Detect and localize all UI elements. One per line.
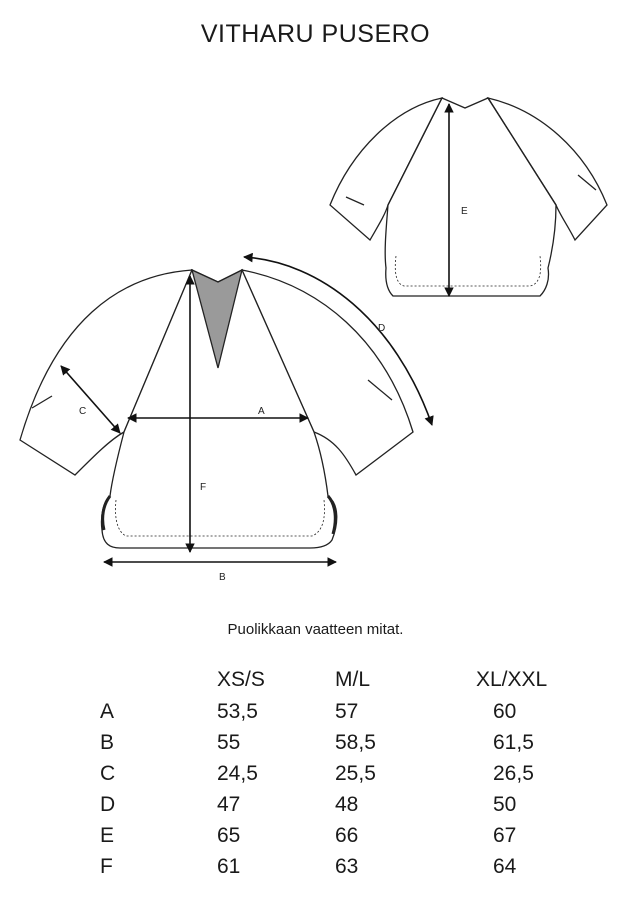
cell-c-xs-s: 24,5 [217,762,258,785]
row-label-d: D [100,793,116,816]
back-view-drawing [330,98,607,296]
cell-a-xs-s: 53,5 [217,700,258,723]
cell-a-xl-xxl: 60 [493,700,517,723]
page-title: VITHARU PUSERO [200,20,431,48]
label-b: B [219,572,226,583]
cell-f-xs-s: 61 [217,855,241,878]
cell-b-xs-s: 55 [217,731,241,754]
row-label-f: F [100,855,113,878]
cell-b-m-l: 58,5 [335,731,376,754]
cell-f-xl-xxl: 64 [493,855,517,878]
label-c: C [79,406,87,417]
row-label-b: B [100,731,115,754]
row-label-e: E [100,824,115,847]
cell-a-m-l: 57 [335,700,359,723]
cell-d-xl-xxl: 50 [493,793,517,816]
label-a: A [258,406,265,417]
cell-c-m-l: 25,5 [335,762,376,785]
cell-e-m-l: 66 [335,824,359,847]
row-label-c: C [100,762,116,785]
cell-f-m-l: 63 [335,855,359,878]
header-m-l: M/L [335,668,371,691]
cell-d-xs-s: 47 [217,793,241,816]
cell-e-xs-s: 65 [217,824,241,847]
caption: Puolikkaan vaatteen mitat. [227,621,404,638]
cell-d-m-l: 48 [335,793,359,816]
cell-e-xl-xxl: 67 [493,824,517,847]
header-xl-xxl: XL/XXL [476,668,548,691]
label-e: E [461,206,468,217]
row-label-a: A [100,700,115,723]
label-d: D [378,323,386,334]
header-xs-s: XS/S [217,668,265,691]
label-f: F [200,482,207,493]
cell-b-xl-xxl: 61,5 [493,731,534,754]
cell-c-xl-xxl: 26,5 [493,762,534,785]
